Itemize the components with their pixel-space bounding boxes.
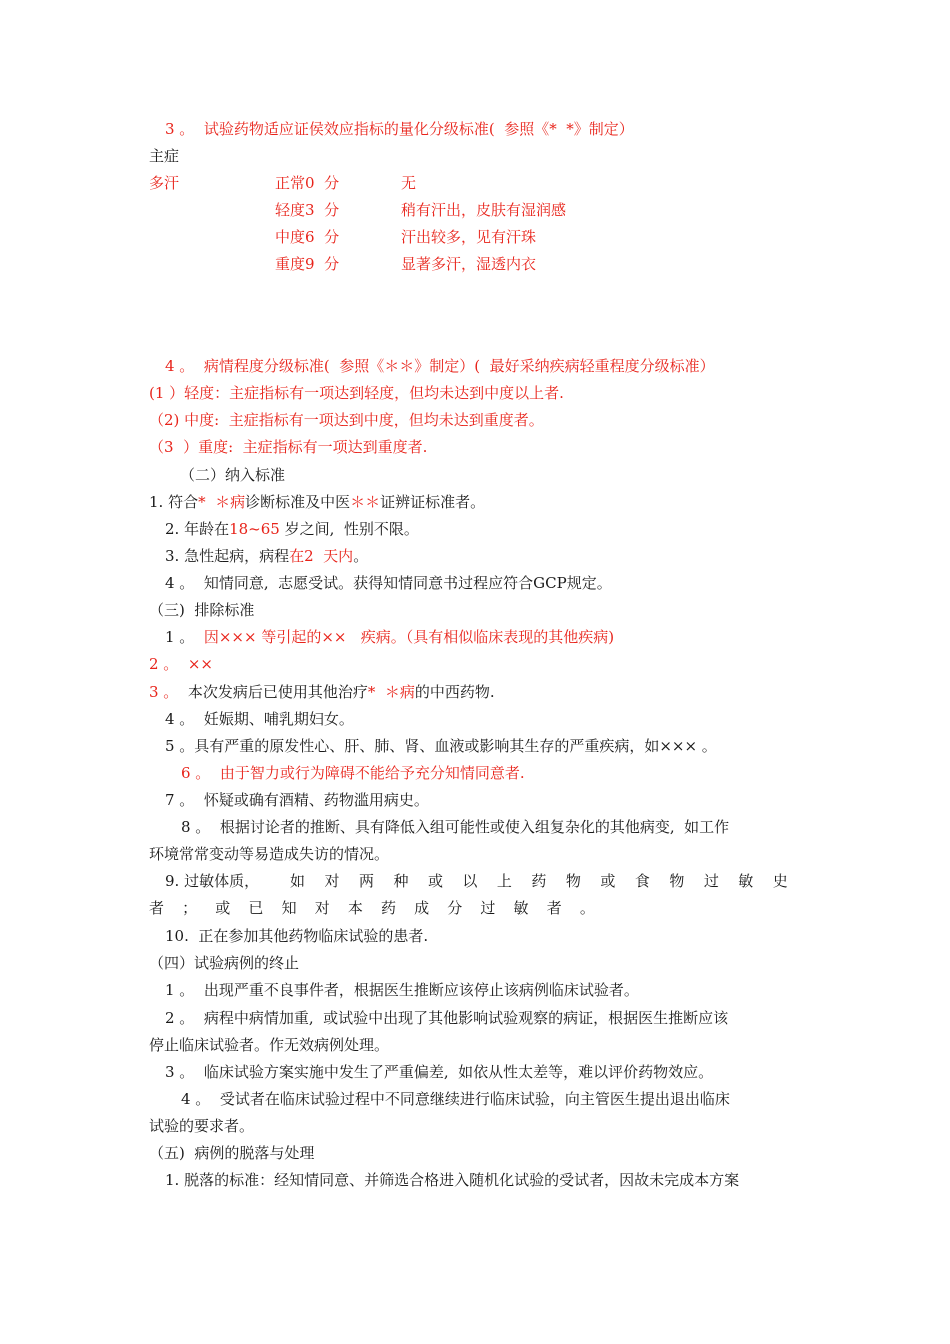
grade-desc: 汗出较多，见有汗珠 (401, 228, 537, 246)
inclusion-item-2: 2. 年龄在18~65 岁之间, 性别不限。 (165, 520, 419, 538)
justified-char: 分 (447, 899, 463, 917)
exclusion-title: （三) 排除标准 (149, 601, 255, 619)
severity-severe: （3 ）重度: 主症指标有一项达到重度者. (149, 438, 428, 456)
justified-char: 对 (324, 872, 340, 890)
severity-mild: (1 ）轻度：主症指标有一项达到轻度，但均未达到中度以上者. (149, 384, 564, 402)
justified-char: 如 (290, 872, 306, 890)
termination-item-1: 1 。 出现严重不良事件者，根据医生推断应该停止该病例临床试验者。 (165, 981, 639, 999)
grade-label: 中度6 分 (275, 228, 340, 246)
inclusion-title: （二）纳入标准 (180, 466, 286, 484)
justified-char: 者 (546, 899, 562, 917)
justified-char: 物 (669, 872, 685, 890)
termination-item-2: 2 。 病程中病情加重, 或试验中出现了其他影响试验观察的病证，根据医生推断应该 (165, 1009, 729, 1027)
justified-char: 或 (215, 899, 231, 917)
justified-char: 种 (393, 872, 409, 890)
termination-item-3: 3 。 临床试验方案实施中发生了严重偏差, 如依从性太差等，难以评价药物效应。 (165, 1063, 714, 1081)
exclusion-item-6: 6 。 由于智力或行为障碍不能给予充分知情同意者. (181, 764, 525, 782)
exclusion-item-1: 1 。 因××× 等引起的×× 疾病。（具有相似临床表现的其他疾病) (165, 628, 615, 646)
exclusion-item-5: 5 。具有严重的原发性心、肝、肺、肾、血液或影响其生存的严重疾病，如××× 。 (165, 737, 717, 755)
justified-char: 或 (600, 872, 616, 890)
main-symptom-label: 主症 (149, 147, 180, 165)
dropout-item-1: 1. 脱落的标准：经知情同意、并筛选合格进入随机化试验的受试者，因故未完成本方案 (165, 1171, 740, 1189)
justified-char: 敏 (738, 872, 754, 890)
symptom-name: 多汗 (149, 174, 180, 192)
justified-char: 知 (281, 899, 297, 917)
inclusion-item-3: 3. 急性起病，病程在2 天内。 (165, 547, 369, 565)
dropout-title: （五) 病例的脱落与处理 (149, 1144, 315, 1162)
grade-label: 重度9 分 (275, 255, 340, 273)
justified-char: 或 (427, 872, 443, 890)
justified-char: 药 (380, 899, 396, 917)
exclusion-item-10: 10. 正在参加其他药物临床试验的患者. (165, 927, 429, 945)
section-4-title: 4 。 病情程度分级标准( 参照《＊＊》制定）( 最好采纳疾病轻重程度分级标准） (165, 357, 715, 375)
justified-char: ； (182, 899, 198, 917)
inclusion-item-4: 4 。 知情同意, 志愿受试。获得知情同意书过程应符合GCP规定。 (165, 574, 612, 592)
grade-label: 正常0 分 (275, 174, 340, 192)
severity-moderate: （2) 中度: 主症指标有一项达到中度，但均未达到重度者。 (149, 411, 544, 429)
grade-desc: 显著多汗，湿透内衣 (401, 255, 537, 273)
termination-item-4: 4 。 受试者在临床试验过程中不同意继续进行临床试验，向主管医生提出退出临床 (181, 1090, 730, 1108)
grade-desc: 稍有汗出，皮肤有湿润感 (401, 201, 567, 219)
exclusion-item-9-prefix: 9. 过敏体质， (165, 872, 260, 890)
justified-char: 以 (462, 872, 478, 890)
justified-char: 本 (347, 899, 363, 917)
justified-char: 。 (579, 899, 595, 917)
justified-char: 过 (703, 872, 719, 890)
justified-char: 过 (480, 899, 496, 917)
grade-label: 轻度3 分 (275, 201, 340, 219)
exclusion-item-2: 2 。 ×× (149, 655, 213, 673)
section-3-title: 3 。 试验药物适应证侯效应指标的量化分级标准( 参照《* *》制定） (165, 120, 634, 138)
exclusion-item-7: 7 。 怀疑或确有酒精、药物滥用病史。 (165, 791, 429, 809)
justified-char: 两 (358, 872, 374, 890)
grade-desc: 无 (401, 174, 417, 192)
justified-char: 物 (565, 872, 581, 890)
justified-char: 敏 (513, 899, 529, 917)
justified-char: 对 (314, 899, 330, 917)
exclusion-item-3: 3 。 本次发病后已使用其他治疗* ＊病的中西药物. (149, 683, 495, 701)
exclusion-item-8: 8 。 根据讨论者的推断、具有降低入组可能性或使入组复杂化的其他病变, 如工作 (181, 818, 730, 836)
justified-char: 食 (634, 872, 650, 890)
justified-char: 已 (248, 899, 264, 917)
justified-char: 成 (414, 899, 430, 917)
justified-char: 药 (531, 872, 547, 890)
justified-char: 上 (496, 872, 512, 890)
exclusion-item-9-text (290, 871, 788, 891)
justified-char: 史 (772, 872, 788, 890)
exclusion-item-4: 4 。 妊娠期、哺乳期妇女。 (165, 710, 354, 728)
termination-item-2-cont: 停止临床试验者。作无效病例处理。 (149, 1036, 390, 1054)
termination-title: （四）试验病例的终止 (149, 954, 300, 972)
justified-char: 者 (149, 899, 165, 917)
inclusion-item-1: 1. 符合* ＊病诊断标准及中医＊＊证辨证标准者。 (149, 493, 486, 511)
exclusion-item-9-cont (149, 898, 595, 918)
termination-item-4-cont: 试验的要求者。 (149, 1117, 255, 1135)
exclusion-item-8-cont: 环境常常变动等易造成失访的情况。 (149, 845, 390, 863)
